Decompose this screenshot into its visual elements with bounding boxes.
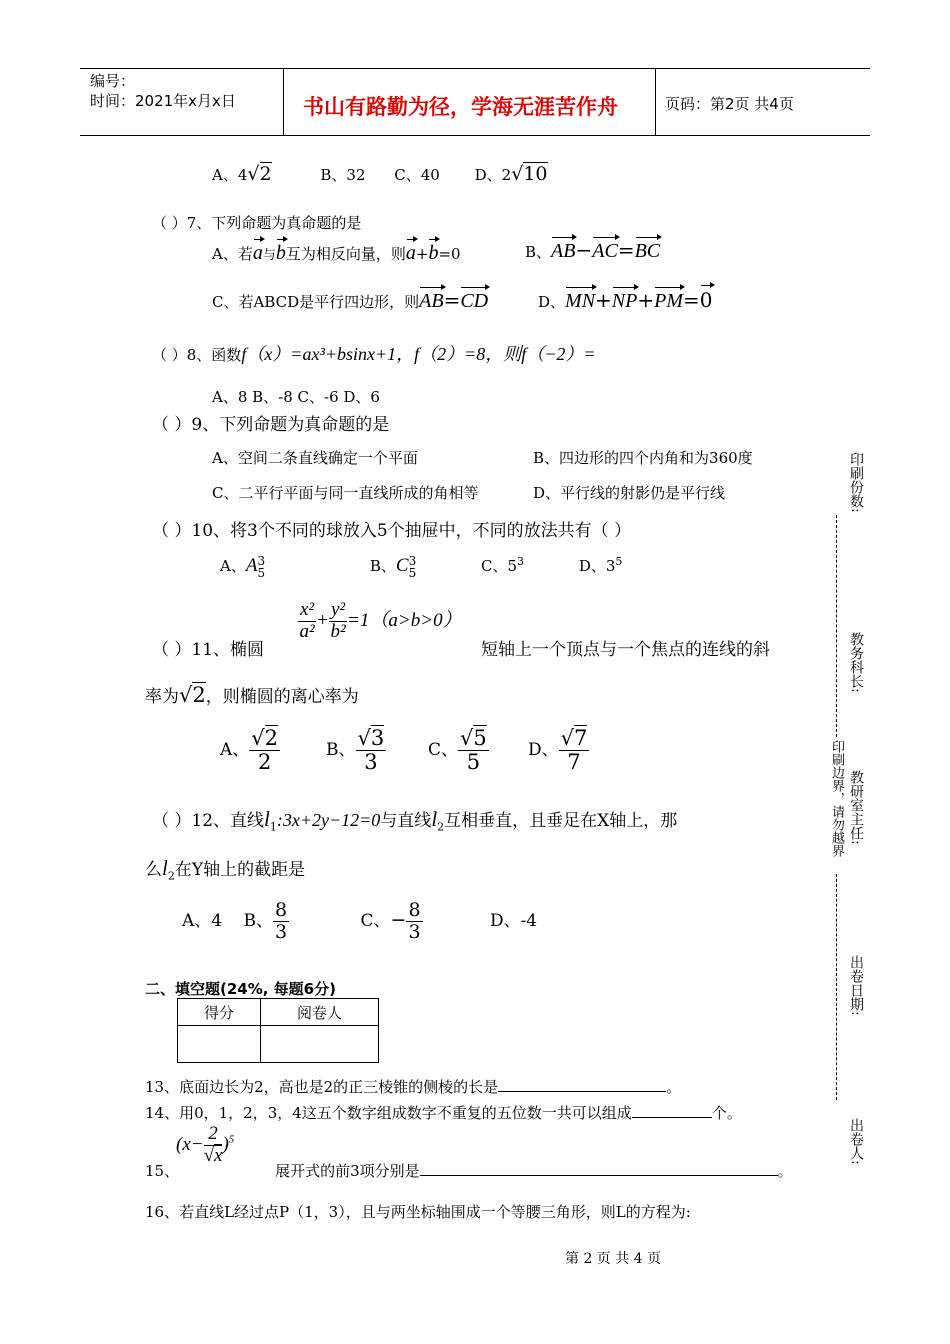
q11-stem-cont: 短轴上一个顶点与一个焦点的连线的斜 — [481, 640, 770, 660]
q12-stem: （ ）12、直线$l_1:3x+2y-12=0$与直线$l_2$互相垂直，且垂足在X轴上，那 — [152, 807, 678, 834]
footer-page-number: 第 2 页 共 4 页 — [565, 1251, 662, 1267]
grader-cell[interactable] — [261, 1026, 379, 1063]
q15-expression: (x− $\frac{2}{√x}$ )$^5$ — [176, 1123, 235, 1166]
q11-option-b: B、 $\frac{√3}{3}$ — [326, 726, 385, 775]
header-bottom-rule — [80, 135, 870, 136]
sidebar-exam-date: 出卷日期: — [848, 955, 864, 1016]
q13-answer-blank[interactable] — [498, 1077, 666, 1092]
q10-options — [220, 555, 622, 579]
sidebar-author: 出卷人: — [848, 1118, 864, 1165]
q6-option-b: B、32 — [320, 166, 366, 184]
q10-stem: （ ）10、将3个不同的球放入5个抽屉中，不同的放法共有（ ） — [152, 521, 632, 541]
q11-line2: 率为√2，则椭圆的离心率为 — [145, 683, 359, 707]
q8-options: A、8 B、-8 C、-6 D、6 — [212, 388, 380, 406]
q16: 16、若直线L经过点P（1，3），且与两坐标轴围成一个等腰三角形，则L的方程为: — [145, 1203, 691, 1221]
q13: 13、底面边长为2，高也是2的正三棱锥的侧棱的长是 。 — [145, 1078, 682, 1096]
q15: 15、 展开式的前3项分别是 。 — [145, 1162, 793, 1180]
binding-line-bottom — [836, 874, 837, 1100]
q14: 14、用0，1，2，3，4这五个数字组成数字不重复的五位数一共可以组成 个。 — [145, 1104, 742, 1122]
grader-header: 阅卷人 — [261, 999, 379, 1026]
header-time-label: 时间：2021年x月x日 — [90, 92, 236, 110]
q7-option-d: D、MN+NP+PM=0 — [538, 288, 713, 312]
header-number-label: 编号： — [90, 72, 136, 90]
q6-option-c: C、40 — [394, 166, 440, 184]
score-table — [177, 998, 379, 1063]
q12-option-a: A、4 — [182, 910, 223, 931]
header-motto: 书山有路勤为径，学海无涯苦作舟 — [303, 95, 618, 119]
score-cell[interactable] — [178, 1026, 261, 1063]
q10-option-d: D、$3^5$ — [578, 555, 623, 575]
q7-option-b: B、AB−AC=BC — [525, 238, 661, 262]
binding-boundary-text: 印刷边界，请勿越界 — [829, 740, 844, 857]
q14-answer-blank[interactable] — [632, 1103, 712, 1118]
q12-option-b: B、 $\frac{8}{3}$ — [243, 899, 288, 943]
q9-option-a: A、空间二条直线确定一个平面 — [212, 449, 418, 467]
q10-option-b: B、C 3 5 — [369, 554, 417, 580]
header-top-rule — [80, 68, 870, 69]
header-divider-2 — [655, 68, 656, 135]
header-page-label: 页码：第2页 共4页 — [665, 95, 794, 113]
q8-stem: （ ）8、函数f（x）=ax³+bsinx+1，f（2）=8，则f（−2）= — [152, 344, 596, 364]
q6-options — [212, 163, 548, 185]
q7-stem: （ ）7、下列命题为真命题的是 — [152, 214, 362, 232]
q12-line2: 么$l_2$在Y轴上的截距是 — [145, 856, 306, 883]
q12-option-c: C、− $\frac{8}{3}$ — [360, 899, 421, 943]
q11-option-a: A、 $\frac{√2}{2}$ — [220, 726, 279, 775]
q6-option-d: D、2√10 — [474, 163, 548, 185]
section2-title: 二、填空题(24%, 每题6分) — [145, 980, 336, 998]
q6-option-a: A、4√2 — [212, 163, 272, 185]
q11-option-d: D、 $\frac{√7}{7}$ — [528, 726, 588, 775]
sidebar-print-count: 印刷份数: — [848, 452, 864, 513]
q10-option-a: A、A 3 5 — [220, 554, 266, 580]
header-divider-1 — [283, 68, 284, 135]
q15-answer-blank[interactable] — [420, 1161, 778, 1176]
sidebar-dean: 教务科长: — [848, 632, 864, 693]
q11-ellipse-equation: $\frac{\text{x²}}{\text{a²}}$ + $\frac{\text{y²}}{\text{b²}}$ =1（a>b>0） — [299, 599, 462, 642]
score-header: 得分 — [178, 999, 261, 1026]
q11-stem: （ ）11、椭圆 — [152, 640, 265, 660]
q12-options — [182, 900, 537, 943]
q7-option-c: C、若ABCD是平行四边形，则AB=CD — [212, 288, 489, 312]
q9-option-d: D、平行线的射影仍是平行线 — [533, 484, 726, 502]
q7-option-a: A、若a与b互为相反向量，则a+b=0 — [212, 242, 461, 264]
q10-option-c: C、$5^3$ — [481, 555, 525, 575]
q9-stem: （ ）9、下列命题为真命题的是 — [152, 415, 390, 435]
binding-line-top — [836, 515, 837, 737]
sidebar-director: 教研室主任: — [848, 770, 864, 845]
q11-option-c: C、 $\frac{√5}{5}$ — [428, 726, 487, 775]
q9-option-b: B、四边形的四个内角和为360度 — [533, 449, 753, 467]
q12-option-d: D、-4 — [489, 910, 538, 931]
q9-option-c: C、二平行平面与同一直线所成的角相等 — [212, 484, 479, 502]
